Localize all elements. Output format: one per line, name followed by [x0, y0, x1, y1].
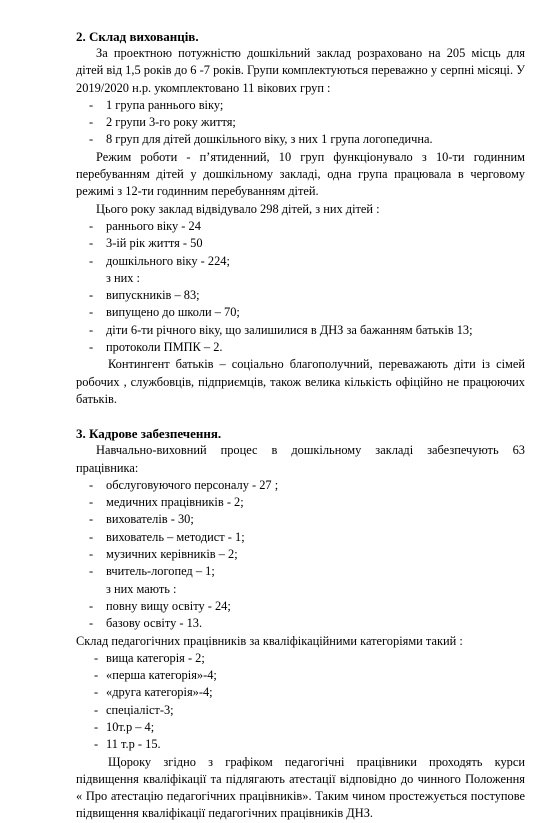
s2-capacity-paragraph: За проектною потужністю дошкільний заклад розраховано на 205 місць для дітей від 1,5 років до 6 -7 років. Групи комплектуються переважно у серпні місяці. У 2019/2020 н.р. укомплектовано 11 вікових груп :: [76, 46, 525, 95]
list-item: - 11 т.р - 15.: [76, 736, 525, 753]
s3-staff-paragraph: Навчально-виховний процес в дошкільному закладі забезпечують 63 працівника:: [76, 443, 525, 475]
list-item: - музичних керівників – 2;: [76, 546, 525, 563]
list-item: - «перша категорія»-4;: [76, 667, 525, 684]
s2-of-them-label: з них :: [106, 270, 140, 285]
list-item: - «друга категорія»-4;: [76, 684, 525, 701]
list-item: - вихователів - 30;: [76, 511, 525, 528]
s2-parents-paragraph: Контингент батьків – соціально благополучний, переважають діти із сімей робочих , службовців, підприємців, також велика кількість офіційно не працюючих батьків.: [76, 357, 525, 406]
list-item: - 3-ій рік життя - 50: [76, 235, 525, 252]
list-item: - дошкільного віку - 224;: [76, 253, 525, 270]
list-item: - вчитель-логопед – 1;: [76, 563, 525, 580]
list-item: - діти 6-ти річного віку, що залишилися в ДНЗ за бажанням батьків 13;: [76, 322, 525, 339]
list-item: - 8 груп для дітей дошкільного віку, з них 1 група логопедична.: [76, 131, 525, 148]
list-item: - обслуговуючого персоналу - 27 ;: [76, 477, 525, 494]
list-item: - вища категорія - 2;: [76, 650, 525, 667]
list-item: - випускників – 83;: [76, 287, 525, 304]
section-2-title: 2. Склад вихованців.: [76, 29, 199, 44]
list-item: - повну вищу освіту - 24;: [76, 598, 525, 615]
s3-categories-list: [76, 650, 525, 754]
document-page: [76, 28, 525, 823]
section-spacer: [76, 408, 525, 425]
list-item: - 10т.р – 4;: [76, 719, 525, 736]
section-3-title: 3. Кадрове забезпечення.: [76, 426, 222, 442]
list-item: - раннього віку - 24: [76, 218, 525, 235]
list-item: - протоколи ПМПК – 2.: [76, 339, 525, 356]
s3-education-list: [76, 598, 525, 633]
list-item: - спеціаліст-3;: [76, 702, 525, 719]
s2-ages-list: [76, 218, 525, 270]
list-item: - медичних працівників - 2;: [76, 494, 525, 511]
s3-staff-list: [76, 477, 525, 581]
s3-they-have-label: з них мають :: [106, 581, 177, 596]
list-item: - вихователь – методист - 1;: [76, 529, 525, 546]
list-item: - 1 група раннього віку;: [76, 97, 525, 114]
list-item: - 2 групи 3-го року життя;: [76, 114, 525, 131]
list-item: - базову освіту - 13.: [76, 615, 525, 632]
s3-categories-paragraph: Склад педагогічних працівників за кваліфікаційними категоріями такий :: [76, 633, 463, 648]
s3-attestation-paragraph: Щороку згідно з графіком педагогічні працівники проходять курси підвищення кваліфікації та підлягають атестації відповідно до чинного Положення « Про атестацію педагогічних працівників». Таким чином простежується поступове підвищення кваліфікації педагогічних працівників ДНЗ.: [76, 754, 525, 821]
s2-grads-list: [76, 287, 525, 356]
s2-regime-paragraph: Режим роботи - п’ятиденний, 10 груп функціонувало з 10-ти годинним перебуванням дітей у дошкільному закладі, одна група працювала в черговому режимі з 12-ти годинним перебуванням дітей.: [76, 149, 525, 199]
list-item: - випущено до школи – 70;: [76, 304, 525, 321]
s2-groups-list: [76, 97, 525, 149]
s2-attendance-paragraph: Цього року заклад відвідувало 298 дітей, з них дітей :: [96, 201, 380, 216]
